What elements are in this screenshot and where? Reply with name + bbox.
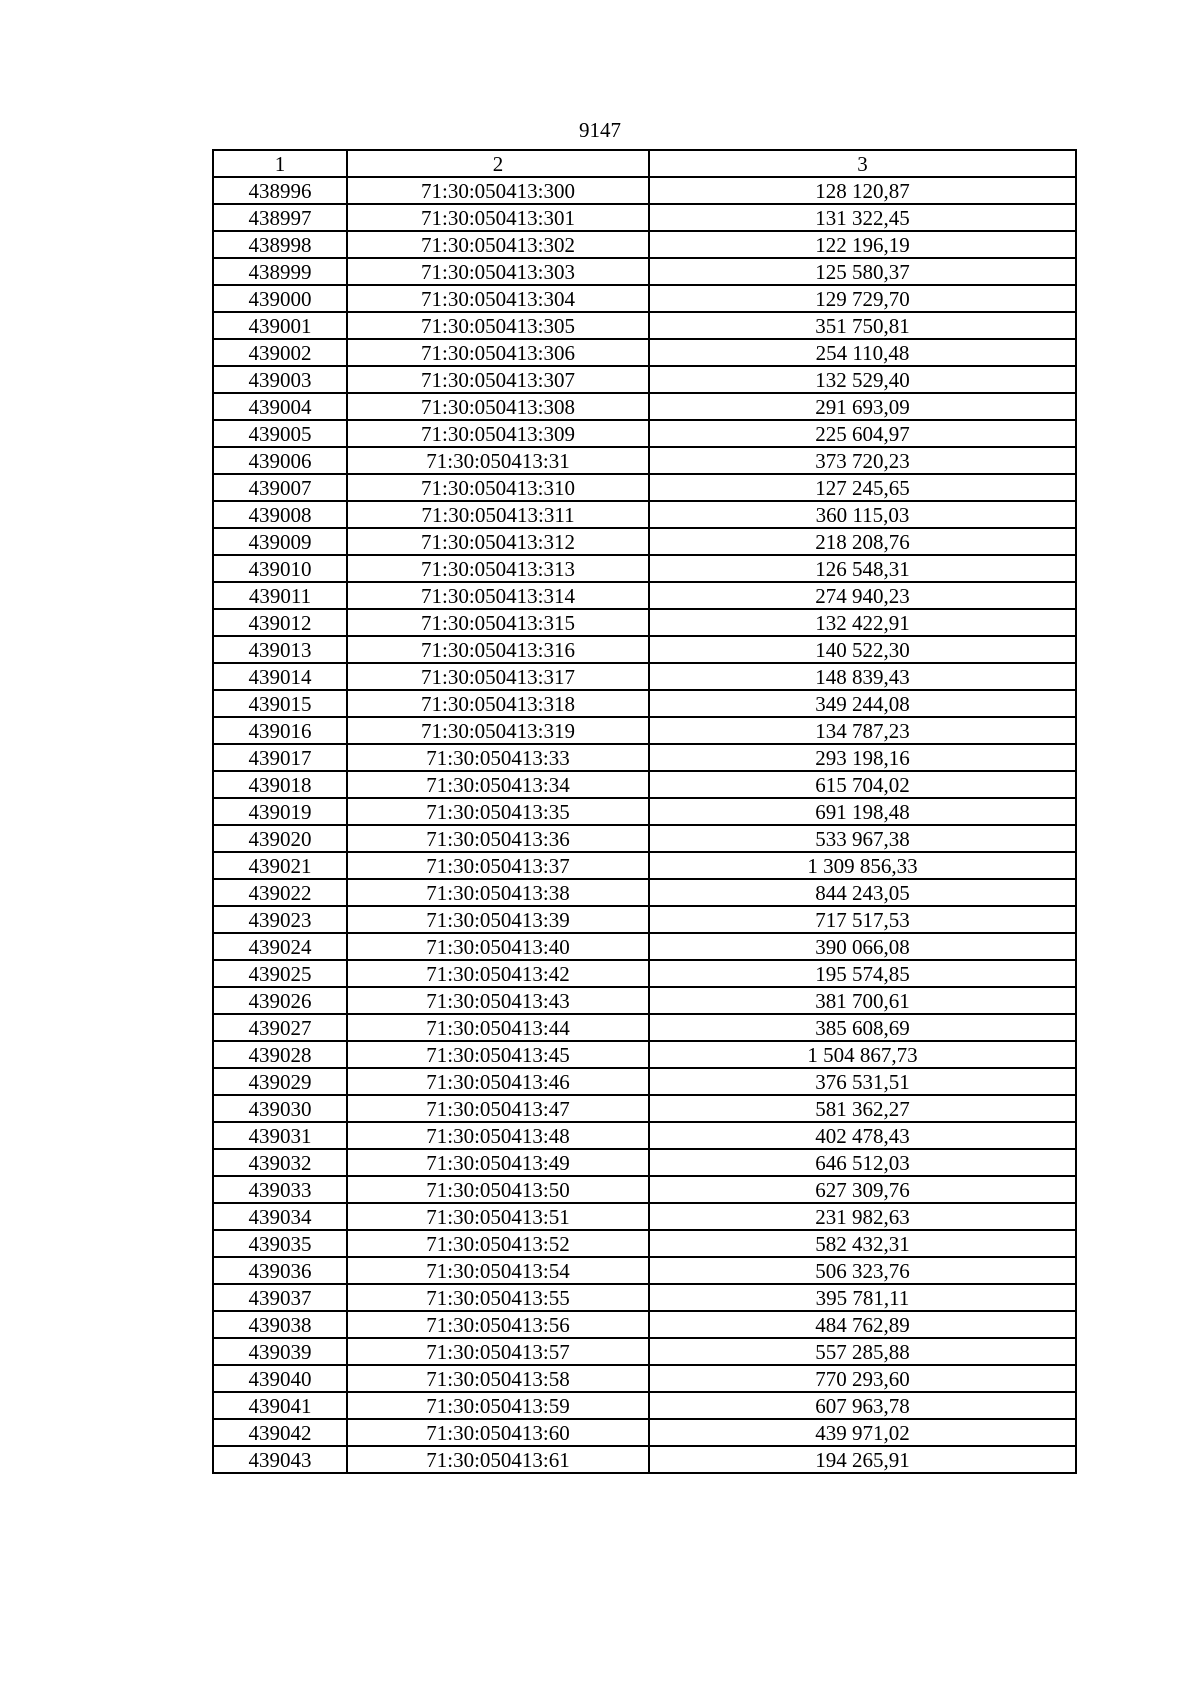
cell-cadastral-number: 71:30:050413:319 bbox=[347, 717, 649, 744]
table-row bbox=[213, 717, 1076, 744]
cell-value: 293 198,16 bbox=[649, 744, 1076, 771]
cell-number: 439025 bbox=[213, 960, 347, 987]
cell-number: 439000 bbox=[213, 285, 347, 312]
table-row bbox=[213, 474, 1076, 501]
cell-number: 439034 bbox=[213, 1203, 347, 1230]
cell-number: 439021 bbox=[213, 852, 347, 879]
cell-number: 439036 bbox=[213, 1257, 347, 1284]
cell-cadastral-number: 71:30:050413:44 bbox=[347, 1014, 649, 1041]
table-row bbox=[213, 960, 1076, 987]
cell-cadastral-number: 71:30:050413:313 bbox=[347, 555, 649, 582]
table-row bbox=[213, 528, 1076, 555]
cell-cadastral-number: 71:30:050413:310 bbox=[347, 474, 649, 501]
cell-value: 148 839,43 bbox=[649, 663, 1076, 690]
cell-cadastral-number: 71:30:050413:50 bbox=[347, 1176, 649, 1203]
cell-cadastral-number: 71:30:050413:52 bbox=[347, 1230, 649, 1257]
cell-cadastral-number: 71:30:050413:51 bbox=[347, 1203, 649, 1230]
table-row bbox=[213, 177, 1076, 204]
cell-value: 646 512,03 bbox=[649, 1149, 1076, 1176]
cell-value: 381 700,61 bbox=[649, 987, 1076, 1014]
table-row bbox=[213, 1419, 1076, 1446]
cell-cadastral-number: 71:30:050413:55 bbox=[347, 1284, 649, 1311]
cell-value: 194 265,91 bbox=[649, 1446, 1076, 1473]
table-row bbox=[213, 825, 1076, 852]
cell-value: 125 580,37 bbox=[649, 258, 1076, 285]
cell-value: 390 066,08 bbox=[649, 933, 1076, 960]
cell-value: 127 245,65 bbox=[649, 474, 1076, 501]
cell-cadastral-number: 71:30:050413:301 bbox=[347, 204, 649, 231]
cell-cadastral-number: 71:30:050413:303 bbox=[347, 258, 649, 285]
cell-value: 131 322,45 bbox=[649, 204, 1076, 231]
cell-number: 439017 bbox=[213, 744, 347, 771]
cell-value: 140 522,30 bbox=[649, 636, 1076, 663]
table-row bbox=[213, 204, 1076, 231]
table-row bbox=[213, 393, 1076, 420]
cell-number: 439037 bbox=[213, 1284, 347, 1311]
cell-value: 132 529,40 bbox=[649, 366, 1076, 393]
cell-number: 439003 bbox=[213, 366, 347, 393]
column-header-3: 3 bbox=[649, 150, 1076, 177]
cell-cadastral-number: 71:30:050413:59 bbox=[347, 1392, 649, 1419]
cell-cadastral-number: 71:30:050413:304 bbox=[347, 285, 649, 312]
table-header bbox=[213, 150, 1076, 177]
cell-number: 439041 bbox=[213, 1392, 347, 1419]
cell-value: 195 574,85 bbox=[649, 960, 1076, 987]
table-row bbox=[213, 744, 1076, 771]
cell-value: 582 432,31 bbox=[649, 1230, 1076, 1257]
cell-number: 439027 bbox=[213, 1014, 347, 1041]
cell-number: 439014 bbox=[213, 663, 347, 690]
table-row bbox=[213, 1149, 1076, 1176]
cell-number: 439006 bbox=[213, 447, 347, 474]
cell-cadastral-number: 71:30:050413:316 bbox=[347, 636, 649, 663]
cell-number: 439040 bbox=[213, 1365, 347, 1392]
cell-number: 439015 bbox=[213, 690, 347, 717]
cell-value: 557 285,88 bbox=[649, 1338, 1076, 1365]
table-row bbox=[213, 1095, 1076, 1122]
cell-cadastral-number: 71:30:050413:33 bbox=[347, 744, 649, 771]
registry-table bbox=[212, 149, 1077, 1474]
cell-value: 607 963,78 bbox=[649, 1392, 1076, 1419]
cell-cadastral-number: 71:30:050413:318 bbox=[347, 690, 649, 717]
cell-cadastral-number: 71:30:050413:39 bbox=[347, 906, 649, 933]
cell-number: 439031 bbox=[213, 1122, 347, 1149]
table-row bbox=[213, 798, 1076, 825]
cell-number: 438999 bbox=[213, 258, 347, 285]
cell-number: 439032 bbox=[213, 1149, 347, 1176]
cell-number: 439005 bbox=[213, 420, 347, 447]
cell-number: 439035 bbox=[213, 1230, 347, 1257]
cell-value: 122 196,19 bbox=[649, 231, 1076, 258]
cell-cadastral-number: 71:30:050413:37 bbox=[347, 852, 649, 879]
cell-number: 439019 bbox=[213, 798, 347, 825]
cell-number: 439004 bbox=[213, 393, 347, 420]
cell-cadastral-number: 71:30:050413:306 bbox=[347, 339, 649, 366]
table-row bbox=[213, 636, 1076, 663]
cell-value: 376 531,51 bbox=[649, 1068, 1076, 1095]
table-row bbox=[213, 1122, 1076, 1149]
cell-cadastral-number: 71:30:050413:307 bbox=[347, 366, 649, 393]
table-row bbox=[213, 771, 1076, 798]
cell-number: 439007 bbox=[213, 474, 347, 501]
cell-number: 438996 bbox=[213, 177, 347, 204]
cell-number: 439009 bbox=[213, 528, 347, 555]
column-header-1: 1 bbox=[213, 150, 347, 177]
table-row bbox=[213, 258, 1076, 285]
cell-value: 225 604,97 bbox=[649, 420, 1076, 447]
cell-number: 439029 bbox=[213, 1068, 347, 1095]
table-row bbox=[213, 582, 1076, 609]
cell-value: 439 971,02 bbox=[649, 1419, 1076, 1446]
table-row bbox=[213, 339, 1076, 366]
cell-cadastral-number: 71:30:050413:38 bbox=[347, 879, 649, 906]
cell-value: 129 729,70 bbox=[649, 285, 1076, 312]
cell-cadastral-number: 71:30:050413:305 bbox=[347, 312, 649, 339]
table-row bbox=[213, 1446, 1076, 1473]
cell-cadastral-number: 71:30:050413:42 bbox=[347, 960, 649, 987]
cell-number: 439012 bbox=[213, 609, 347, 636]
cell-cadastral-number: 71:30:050413:315 bbox=[347, 609, 649, 636]
cell-cadastral-number: 71:30:050413:34 bbox=[347, 771, 649, 798]
cell-cadastral-number: 71:30:050413:308 bbox=[347, 393, 649, 420]
cell-value: 506 323,76 bbox=[649, 1257, 1076, 1284]
cell-value: 218 208,76 bbox=[649, 528, 1076, 555]
cell-cadastral-number: 71:30:050413:54 bbox=[347, 1257, 649, 1284]
cell-number: 439042 bbox=[213, 1419, 347, 1446]
cell-value: 132 422,91 bbox=[649, 609, 1076, 636]
table-row bbox=[213, 312, 1076, 339]
table-row bbox=[213, 1392, 1076, 1419]
cell-cadastral-number: 71:30:050413:300 bbox=[347, 177, 649, 204]
cell-cadastral-number: 71:30:050413:317 bbox=[347, 663, 649, 690]
table-row bbox=[213, 1311, 1076, 1338]
cell-number: 439013 bbox=[213, 636, 347, 663]
table-row bbox=[213, 663, 1076, 690]
header-row bbox=[213, 150, 1076, 177]
table-row bbox=[213, 366, 1076, 393]
table-row bbox=[213, 987, 1076, 1014]
table-row bbox=[213, 1203, 1076, 1230]
cell-cadastral-number: 71:30:050413:31 bbox=[347, 447, 649, 474]
table-row bbox=[213, 447, 1076, 474]
table-row bbox=[213, 285, 1076, 312]
table-row bbox=[213, 555, 1076, 582]
column-header-2: 2 bbox=[347, 150, 649, 177]
cell-value: 1 309 856,33 bbox=[649, 852, 1076, 879]
cell-number: 439001 bbox=[213, 312, 347, 339]
cell-number: 439002 bbox=[213, 339, 347, 366]
cell-value: 274 940,23 bbox=[649, 582, 1076, 609]
cell-cadastral-number: 71:30:050413:302 bbox=[347, 231, 649, 258]
table-row bbox=[213, 420, 1076, 447]
table-row bbox=[213, 1014, 1076, 1041]
table-row bbox=[213, 1041, 1076, 1068]
cell-number: 439016 bbox=[213, 717, 347, 744]
cell-cadastral-number: 71:30:050413:58 bbox=[347, 1365, 649, 1392]
cell-value: 373 720,23 bbox=[649, 447, 1076, 474]
cell-value: 254 110,48 bbox=[649, 339, 1076, 366]
cell-value: 533 967,38 bbox=[649, 825, 1076, 852]
cell-number: 439043 bbox=[213, 1446, 347, 1473]
cell-value: 349 244,08 bbox=[649, 690, 1076, 717]
table-row bbox=[213, 852, 1076, 879]
table-row bbox=[213, 1365, 1076, 1392]
cell-value: 691 198,48 bbox=[649, 798, 1076, 825]
cell-value: 291 693,09 bbox=[649, 393, 1076, 420]
cell-number: 439038 bbox=[213, 1311, 347, 1338]
cell-value: 615 704,02 bbox=[649, 771, 1076, 798]
cell-value: 484 762,89 bbox=[649, 1311, 1076, 1338]
table-row bbox=[213, 906, 1076, 933]
cell-number: 439022 bbox=[213, 879, 347, 906]
cell-cadastral-number: 71:30:050413:35 bbox=[347, 798, 649, 825]
cell-number: 438998 bbox=[213, 231, 347, 258]
cell-value: 351 750,81 bbox=[649, 312, 1076, 339]
cell-value: 717 517,53 bbox=[649, 906, 1076, 933]
cell-cadastral-number: 71:30:050413:312 bbox=[347, 528, 649, 555]
table-row bbox=[213, 501, 1076, 528]
table-row bbox=[213, 609, 1076, 636]
cell-value: 402 478,43 bbox=[649, 1122, 1076, 1149]
cell-number: 438997 bbox=[213, 204, 347, 231]
cell-number: 439023 bbox=[213, 906, 347, 933]
cell-cadastral-number: 71:30:050413:56 bbox=[347, 1311, 649, 1338]
cell-cadastral-number: 71:30:050413:47 bbox=[347, 1095, 649, 1122]
table-row bbox=[213, 1338, 1076, 1365]
cell-cadastral-number: 71:30:050413:43 bbox=[347, 987, 649, 1014]
cell-value: 627 309,76 bbox=[649, 1176, 1076, 1203]
cell-number: 439011 bbox=[213, 582, 347, 609]
cell-number: 439008 bbox=[213, 501, 347, 528]
cell-number: 439026 bbox=[213, 987, 347, 1014]
cell-cadastral-number: 71:30:050413:36 bbox=[347, 825, 649, 852]
table-row bbox=[213, 1068, 1076, 1095]
table-body bbox=[213, 177, 1076, 1473]
cell-value: 844 243,05 bbox=[649, 879, 1076, 906]
cell-value: 385 608,69 bbox=[649, 1014, 1076, 1041]
cell-value: 128 120,87 bbox=[649, 177, 1076, 204]
table-row bbox=[213, 1230, 1076, 1257]
cell-cadastral-number: 71:30:050413:314 bbox=[347, 582, 649, 609]
cell-number: 439028 bbox=[213, 1041, 347, 1068]
cell-value: 360 115,03 bbox=[649, 501, 1076, 528]
cell-cadastral-number: 71:30:050413:46 bbox=[347, 1068, 649, 1095]
cell-cadastral-number: 71:30:050413:311 bbox=[347, 501, 649, 528]
table-row bbox=[213, 1284, 1076, 1311]
cell-cadastral-number: 71:30:050413:57 bbox=[347, 1338, 649, 1365]
table-row bbox=[213, 1257, 1076, 1284]
table-row bbox=[213, 1176, 1076, 1203]
cell-number: 439039 bbox=[213, 1338, 347, 1365]
cell-number: 439024 bbox=[213, 933, 347, 960]
cell-cadastral-number: 71:30:050413:60 bbox=[347, 1419, 649, 1446]
table-row bbox=[213, 690, 1076, 717]
cell-value: 770 293,60 bbox=[649, 1365, 1076, 1392]
cell-value: 134 787,23 bbox=[649, 717, 1076, 744]
cell-value: 1 504 867,73 bbox=[649, 1041, 1076, 1068]
cell-cadastral-number: 71:30:050413:45 bbox=[347, 1041, 649, 1068]
cell-cadastral-number: 71:30:050413:48 bbox=[347, 1122, 649, 1149]
cell-value: 581 362,27 bbox=[649, 1095, 1076, 1122]
table-row bbox=[213, 933, 1076, 960]
cell-cadastral-number: 71:30:050413:61 bbox=[347, 1446, 649, 1473]
cell-number: 439030 bbox=[213, 1095, 347, 1122]
cell-number: 439010 bbox=[213, 555, 347, 582]
cell-cadastral-number: 71:30:050413:49 bbox=[347, 1149, 649, 1176]
cell-number: 439020 bbox=[213, 825, 347, 852]
page-number: 9147 bbox=[579, 118, 621, 142]
cell-value: 126 548,31 bbox=[649, 555, 1076, 582]
cell-value: 231 982,63 bbox=[649, 1203, 1076, 1230]
table-row bbox=[213, 231, 1076, 258]
cell-number: 439018 bbox=[213, 771, 347, 798]
cell-cadastral-number: 71:30:050413:40 bbox=[347, 933, 649, 960]
cell-value: 395 781,11 bbox=[649, 1284, 1076, 1311]
cell-number: 439033 bbox=[213, 1176, 347, 1203]
table-row bbox=[213, 879, 1076, 906]
cell-cadastral-number: 71:30:050413:309 bbox=[347, 420, 649, 447]
